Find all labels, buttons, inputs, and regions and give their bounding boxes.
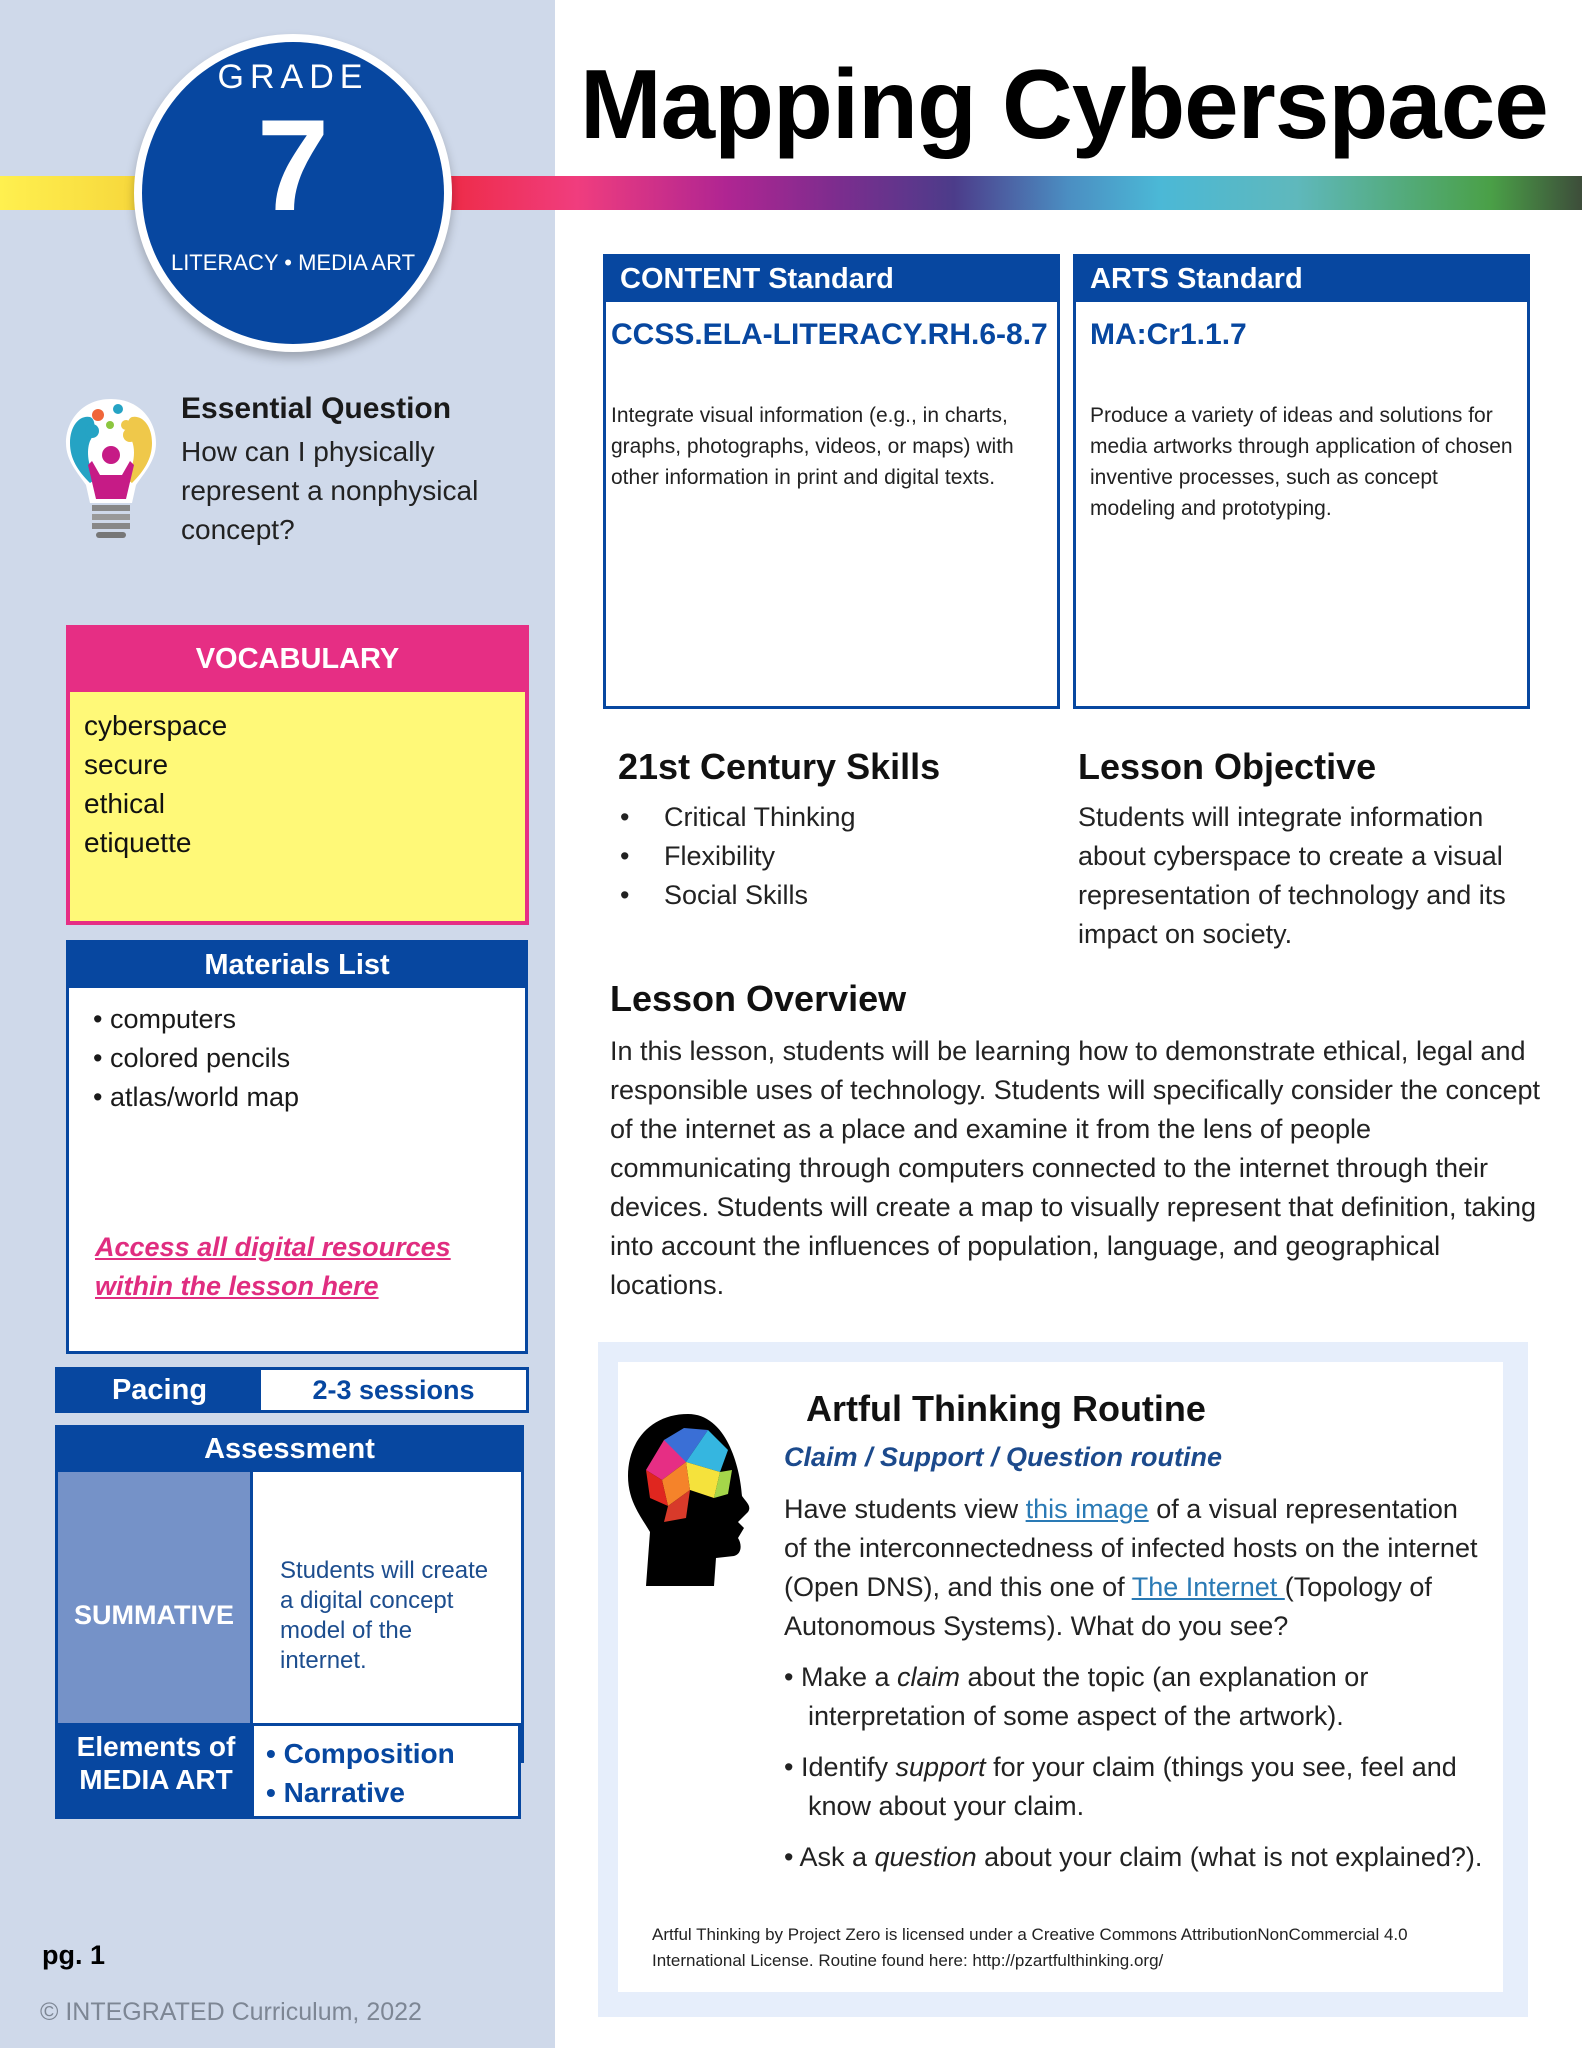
arts-standard-heading: ARTS Standard (1076, 257, 1527, 302)
assessment-body (58, 1472, 521, 1759)
content-standard-heading: CONTENT Standard (606, 257, 1057, 302)
assessment-text: Students will create a digital concept model of the internet. (280, 1556, 489, 1674)
artful-intro-text: Have students view (784, 1494, 1026, 1524)
vocabulary-word: ethical (84, 788, 165, 819)
objective-text: Students will integrate information about cyberspace to create a visual representation of technology and its impact on society. (1078, 802, 1506, 949)
content-standard-box (603, 254, 1060, 709)
this-image-link[interactable]: this image (1025, 1494, 1149, 1524)
assessment-box (55, 1425, 524, 1763)
elements-item: • Composition (266, 1734, 455, 1773)
skills-item: • Social Skills (618, 876, 940, 915)
artful-heading: Artful Thinking Routine (806, 1388, 1206, 1429)
artful-body (784, 1490, 1484, 1889)
grade-label: GRADE (217, 58, 369, 96)
digital-resources-link[interactable]: Access all digital resources within the lesson here (95, 1232, 451, 1301)
essential-question-text: How can I physically represent a nonphysical concept? (181, 436, 479, 545)
artful-intro-text: (Topology of Autonomous Systems). What do you see? (784, 1572, 1432, 1641)
assessment-type: SUMMATIVE (58, 1472, 253, 1759)
pacing-value: 2-3 sessions (312, 1375, 475, 1405)
artful-bullet: • Identify support for your claim (things you see, feel and know about your claim. (784, 1748, 1484, 1826)
elements-item: • Narrative (266, 1773, 455, 1812)
skills-heading: 21st Century Skills (618, 746, 941, 787)
elements-label: Elements of MEDIA ART (58, 1726, 254, 1816)
skills-item-label: Social Skills (664, 880, 809, 910)
skills-item-label: Critical Thinking (664, 802, 856, 832)
artful-intro (784, 1490, 1484, 1646)
rainbow-bar-left (0, 176, 150, 210)
materials-box (66, 940, 528, 1354)
skills-section (618, 746, 940, 915)
head-brain-icon (624, 1410, 752, 1588)
skills-item: • Critical Thinking (618, 798, 940, 837)
materials-heading: Materials List (69, 943, 525, 988)
essential-question-heading: Essential Question (181, 392, 452, 425)
copyright: © INTEGRATED Curriculum, 2022 (40, 1998, 422, 2026)
materials-item: • atlas/world map (93, 1078, 501, 1117)
lightbulb-people-icon (62, 395, 160, 543)
artful-intro-text: of a visual representation of the interconnectedness of infected hosts on the internet (Open DNS), and this one of (784, 1494, 1478, 1602)
content-standard-text: Integrate visual information (e.g., in charts, graphs, photographs, videos, or maps) with other information in print and digital texts. (611, 404, 1014, 489)
arts-standard-code: MA:Cr1.1.7 (1090, 318, 1247, 351)
materials-list (69, 988, 525, 1129)
vocabulary-heading: VOCABULARY (70, 629, 525, 692)
pacing-label: Pacing (58, 1370, 261, 1410)
artful-subheading: Claim / Support / Question routine (784, 1442, 1223, 1472)
artful-bullet: • Make a claim about the topic (an explanation or interpretation of some aspect of the artwork). (784, 1658, 1484, 1736)
grade-badge (134, 34, 452, 352)
objective-section (1078, 746, 1538, 954)
assessment-heading: Assessment (58, 1428, 521, 1472)
skills-list (618, 798, 940, 915)
overview-heading: Lesson Overview (610, 978, 907, 1019)
artful-thinking-panel (598, 1342, 1528, 2017)
license-text: Artful Thinking by Project Zero is licensed under a Creative Commons AttributionNonCommercial 4.0 International License. Routine found here: http://pzartfulthinking.org/ (652, 1925, 1408, 1970)
the-internet-link[interactable]: The Internet (1131, 1572, 1285, 1602)
vocabulary-list (70, 692, 525, 876)
artful-bullet: • Ask a question about your claim (what is not explained?). (784, 1838, 1484, 1877)
page-number: pg. 1 (42, 1940, 106, 1970)
vocabulary-word: secure (84, 749, 169, 780)
overview-text: In this lesson, students will be learning how to demonstrate ethical, legal and responsible uses of technology. Students will specifically consider the concept of the internet as a place and examine it from the lens of people communicating through computers connected to the internet through their devices. Students will create a map to visually represent that definition, taking into account the influences of population, language, and geographical locations. (610, 1036, 1541, 1300)
subject-label: LITERACY • MEDIA ART (170, 250, 416, 275)
objective-heading: Lesson Objective (1078, 746, 1377, 787)
arts-standard-text: Produce a variety of ideas and solutions for media artworks through application of chosen inventive processes, such as concept modeling and prototyping. (1090, 404, 1513, 520)
page-title: Mapping Cyberspace (580, 49, 1548, 159)
skills-item-label: Flexibility (664, 841, 776, 871)
elements-box (55, 1723, 521, 1819)
vocabulary-word: cyberspace (84, 710, 228, 741)
elements-list (254, 1726, 467, 1816)
pacing-box (55, 1367, 529, 1413)
content-standard-code: CCSS.ELA-LITERACY.RH.6-8.7 (611, 318, 1048, 351)
vocabulary-word: etiquette (84, 827, 192, 858)
rainbow-bar-right (440, 176, 1582, 210)
artful-list (784, 1658, 1484, 1877)
grade-badge-circle (142, 42, 444, 344)
materials-item: • colored pencils (93, 1039, 501, 1078)
grade-number: 7 (256, 92, 330, 238)
skills-item: • Flexibility (618, 837, 940, 876)
arts-standard-box (1073, 254, 1530, 709)
vocabulary-box (66, 625, 529, 925)
artful-thinking-card (618, 1362, 1503, 1992)
materials-item: • computers (93, 1000, 501, 1039)
overview-section (610, 978, 1540, 1305)
